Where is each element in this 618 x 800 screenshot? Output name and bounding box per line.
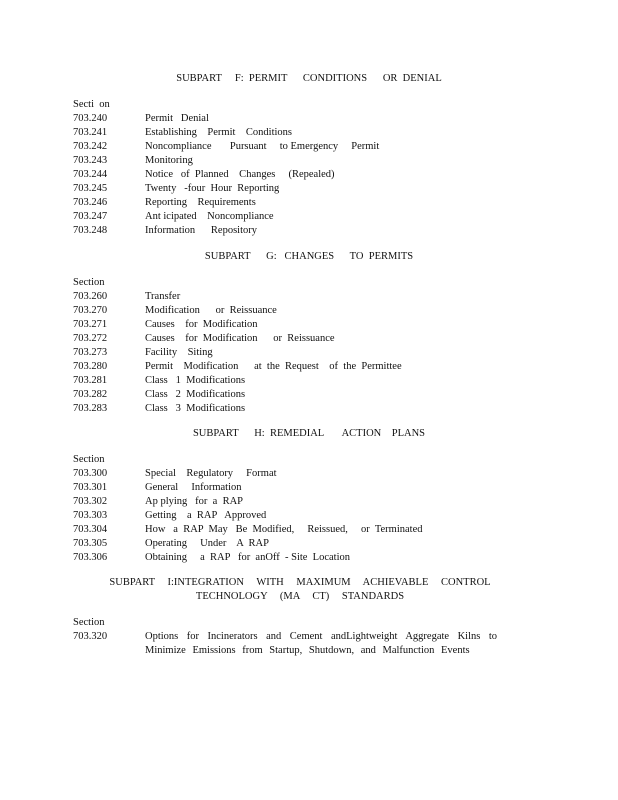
list-item [73, 467, 533, 481]
section-number: 703.240 [73, 113, 108, 124]
section-number: 703.320 [73, 631, 108, 642]
section-number: 703.306 [73, 552, 108, 563]
section-number: 703.283 [73, 403, 108, 414]
section-number: 703.272 [73, 333, 108, 344]
subpart-h-heading: SUBPART H: REMEDIAL ACTION PLANS [192, 428, 426, 439]
list-item [73, 523, 533, 537]
list-item [73, 537, 533, 551]
subpart-g-heading: SUBPART G: CHANGES TO PERMITS [204, 251, 414, 262]
list-item [73, 495, 533, 509]
section-number: 703.301 [73, 482, 108, 493]
section-title: Establishing Permit Conditions [145, 127, 293, 138]
section-title: How a RAP May Be Modified, Reissued, or Terminated [145, 524, 423, 535]
section-number: 703.300 [73, 468, 108, 479]
list-item [73, 481, 533, 495]
section-number: 703.247 [73, 211, 108, 222]
section-title: Permit Denial [145, 113, 209, 124]
section-title: Class 1 Modifications [145, 375, 246, 386]
section-title: Transfer [145, 291, 181, 302]
section-title: General Information [145, 482, 242, 493]
subpart-g-table-of-contents [73, 276, 533, 416]
section-title: Modification or Reissuance [145, 305, 277, 316]
section-title: Options for Incinerators and Cement andLightweight Aggregate Kilns to Minimize Emissions from Startup, Shutdown, and Malfunction Events [145, 631, 497, 656]
list-item [73, 224, 533, 238]
section-title: Notice of Planned Changes (Repealed) [145, 169, 335, 180]
list-item [73, 402, 533, 416]
section-number: 703.270 [73, 305, 108, 316]
list-item [73, 196, 533, 210]
list-item [73, 140, 533, 154]
subpart-f-heading: SUBPART F: PERMIT CONDITIONS OR DENIAL [176, 73, 442, 84]
section-number: 703.246 [73, 197, 108, 208]
list-item [73, 182, 533, 196]
list-item [73, 374, 533, 388]
subpart-f-table-of-contents [73, 98, 533, 238]
section-title: Ant icipated Noncompliance [145, 211, 274, 222]
list-item [73, 126, 533, 140]
section-title: Noncompliance Pursuant to Emergency Permit [145, 141, 380, 152]
list-item [73, 304, 533, 318]
section-number: 703.248 [73, 225, 108, 236]
section-number: 703.304 [73, 524, 108, 535]
section-number: 703.243 [73, 155, 108, 166]
list-item [73, 168, 533, 182]
subpart-i-heading: SUBPART I:INTEGRATION WITH MAXIMUM ACHIEVABLE CONTROL TECHNOLOGY (MA CT) STANDARDS [109, 577, 491, 602]
list-item [73, 509, 533, 523]
section-number: 703.302 [73, 496, 108, 507]
section-label: Section [73, 454, 105, 465]
section-label: Section [73, 617, 105, 628]
section-title: Obtaining a RAP for anOff - Site Location [145, 552, 351, 563]
section-title: Twenty -four Hour Reporting [145, 183, 280, 194]
section-number: 703.281 [73, 375, 108, 386]
section-title: Permit Modification at the Request of the Permittee [145, 361, 402, 372]
section-title: Causes for Modification or Reissuance [145, 333, 335, 344]
list-item [73, 318, 533, 332]
list-item [73, 346, 533, 360]
section-number: 703.260 [73, 291, 108, 302]
section-label: Section [73, 277, 105, 288]
section-number: 703.303 [73, 510, 108, 521]
list-item [73, 388, 533, 402]
subpart-h-table-of-contents [73, 453, 533, 565]
subpart-i-table-of-contents [73, 616, 533, 658]
list-item [73, 112, 533, 126]
list-item [73, 360, 533, 374]
section-number: 703.245 [73, 183, 108, 194]
section-title: Operating Under A RAP [145, 538, 269, 549]
section-number: 703.282 [73, 389, 108, 400]
section-number: 703.241 [73, 127, 108, 138]
section-title: Ap plying for a RAP [145, 496, 243, 507]
section-title: Facility Siting [145, 347, 213, 358]
section-number: 703.242 [73, 141, 108, 152]
section-title: Class 2 Modifications [145, 389, 246, 400]
section-title: Getting a RAP Approved [145, 510, 267, 521]
section-title: Class 3 Modifications [145, 403, 246, 414]
section-number: 703.305 [73, 538, 108, 549]
section-title: Monitoring [145, 155, 193, 166]
list-item [73, 630, 533, 658]
section-number: 703.271 [73, 319, 108, 330]
section-number: 703.273 [73, 347, 108, 358]
section-title: Reporting Requirements [145, 197, 256, 208]
section-label: Secti on [73, 99, 110, 110]
section-title: Special Regulatory Format [145, 468, 277, 479]
list-item [73, 290, 533, 304]
list-item [73, 154, 533, 168]
list-item [73, 551, 533, 565]
list-item [73, 332, 533, 346]
section-number: 703.280 [73, 361, 108, 372]
section-number: 703.244 [73, 169, 108, 180]
list-item [73, 210, 533, 224]
section-title: Causes for Modification [145, 319, 258, 330]
section-title: Information Repository [145, 225, 257, 236]
